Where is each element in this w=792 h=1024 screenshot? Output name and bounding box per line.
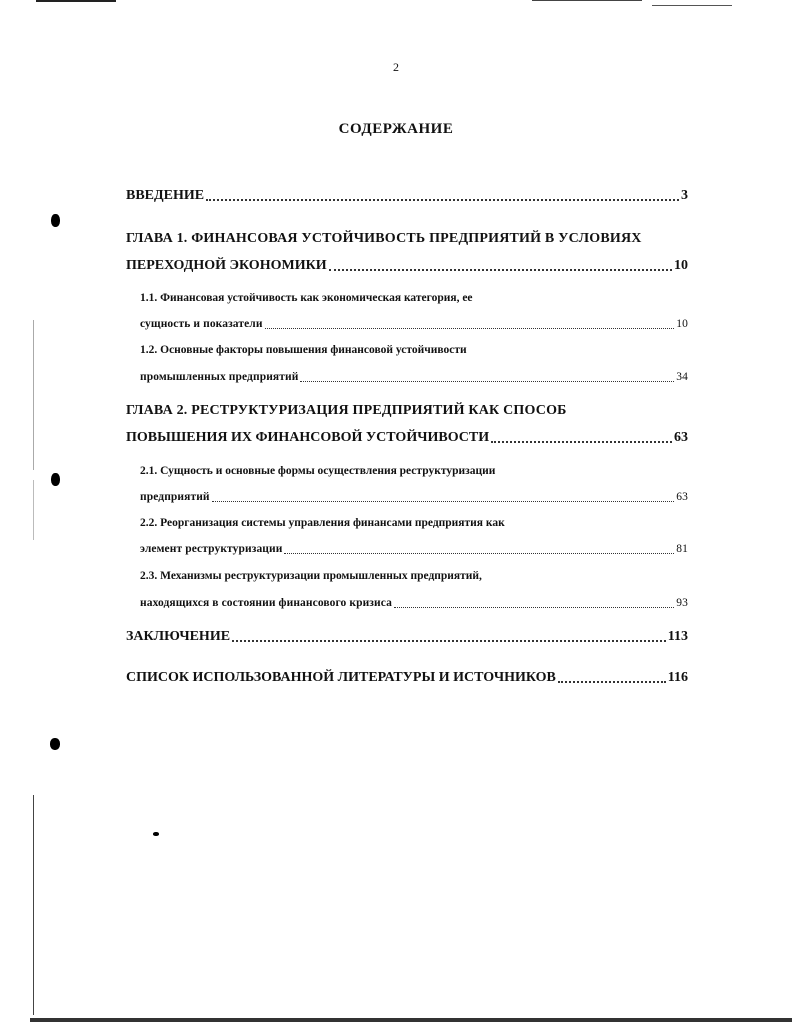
leader-dots <box>300 381 674 382</box>
toc-section-2-1-line1[interactable]: 2.1. Сущность и основные формы осуществления реструктуризации <box>140 465 496 477</box>
toc-entry-conclusion[interactable] <box>126 629 688 645</box>
page-title: СОДЕРЖАНИЕ <box>338 121 454 137</box>
leader-dots <box>212 501 675 502</box>
toc-page-number: 3 <box>681 188 688 203</box>
toc-entry-text: СПИСОК ИСПОЛЬЗОВАННОЙ ЛИТЕРАТУРЫ И ИСТОЧНИКОВ <box>126 670 556 685</box>
toc-entry-text: ПЕРЕХОДНОЙ ЭКОНОМИКИ <box>126 258 327 273</box>
toc-section-2-3-line1[interactable]: 2.3. Механизмы реструктуризации промышленных предприятий, <box>140 570 482 582</box>
toc-page-number: 116 <box>667 670 688 685</box>
punch-hole-mark <box>51 214 60 227</box>
toc-entry-text: предприятий <box>140 491 210 503</box>
toc-entry-section-2-2[interactable] <box>140 543 688 555</box>
toc-page-number: 93 <box>676 597 688 609</box>
toc-entry-intro[interactable] <box>126 188 688 204</box>
punch-hole-mark <box>50 738 60 750</box>
toc-page-number: 63 <box>676 491 688 503</box>
toc-entry-text: элемент реструктуризации <box>140 543 283 555</box>
punch-hole-mark <box>51 473 60 486</box>
toc-page-number: 10 <box>676 318 688 330</box>
scan-artifact-line <box>36 0 116 2</box>
leader-dots <box>232 640 666 642</box>
scan-artifact-line <box>30 1018 792 1022</box>
toc-entry-references[interactable] <box>126 670 688 686</box>
scan-artifact-line <box>652 5 732 6</box>
toc-page-number: 34 <box>676 371 688 383</box>
scan-artifact-edge <box>33 320 34 470</box>
toc-entry-chapter-2[interactable] <box>126 430 688 446</box>
toc-entry-section-1-1[interactable] <box>140 318 688 330</box>
toc-entry-text: промышленных предприятий <box>140 371 299 383</box>
toc-entry-chapter-1[interactable] <box>126 258 688 274</box>
toc-page-number: 113 <box>667 629 688 644</box>
toc-entry-text: сущность и показатели <box>140 318 263 330</box>
scan-artifact-edge <box>33 795 34 1015</box>
leader-dots <box>491 441 672 443</box>
toc-entry-section-1-2[interactable] <box>140 371 688 383</box>
toc-page-number: 63 <box>674 430 688 445</box>
toc-section-1-1-line1[interactable]: 1.1. Финансовая устойчивость как экономическая категория, ее <box>140 292 473 304</box>
toc-section-1-2-line1[interactable]: 1.2. Основные факторы повышения финансовой устойчивости <box>140 344 467 356</box>
toc-chapter-1-line1[interactable]: ГЛАВА 1. ФИНАНСОВАЯ УСТОЙЧИВОСТЬ ПРЕДПРИЯТИЙ В УСЛОВИЯХ <box>126 231 642 246</box>
leader-dots <box>329 269 672 271</box>
toc-entry-text: ЗАКЛЮЧЕНИЕ <box>126 629 231 644</box>
toc-section-2-2-line1[interactable]: 2.2. Реорганизация системы управления финансами предприятия как <box>140 517 505 529</box>
speck-mark <box>153 832 159 836</box>
toc-chapter-2-line1[interactable]: ГЛАВА 2. РЕСТРУКТУРИЗАЦИЯ ПРЕДПРИЯТИЙ КАК СПОСОБ <box>126 403 567 418</box>
toc-entry-section-2-3[interactable] <box>140 597 688 609</box>
toc-page-number: 10 <box>674 258 688 273</box>
toc-entry-text: ПОВЫШЕНИЯ ИХ ФИНАНСОВОЙ УСТОЙЧИВОСТИ <box>126 430 490 445</box>
leader-dots <box>284 553 674 554</box>
toc-entry-text: ВВЕДЕНИЕ <box>126 188 205 203</box>
scan-artifact-line <box>532 0 642 1</box>
toc-entry-section-2-1[interactable] <box>140 491 688 503</box>
leader-dots <box>206 199 679 201</box>
scan-artifact-edge <box>33 480 34 540</box>
toc-page-number: 81 <box>676 543 688 555</box>
leader-dots <box>265 328 675 329</box>
leader-dots <box>394 607 674 608</box>
page-number: 2 <box>393 60 399 74</box>
leader-dots <box>558 681 666 683</box>
toc-entry-text: находящихся в состоянии финансового кризиса <box>140 597 392 609</box>
